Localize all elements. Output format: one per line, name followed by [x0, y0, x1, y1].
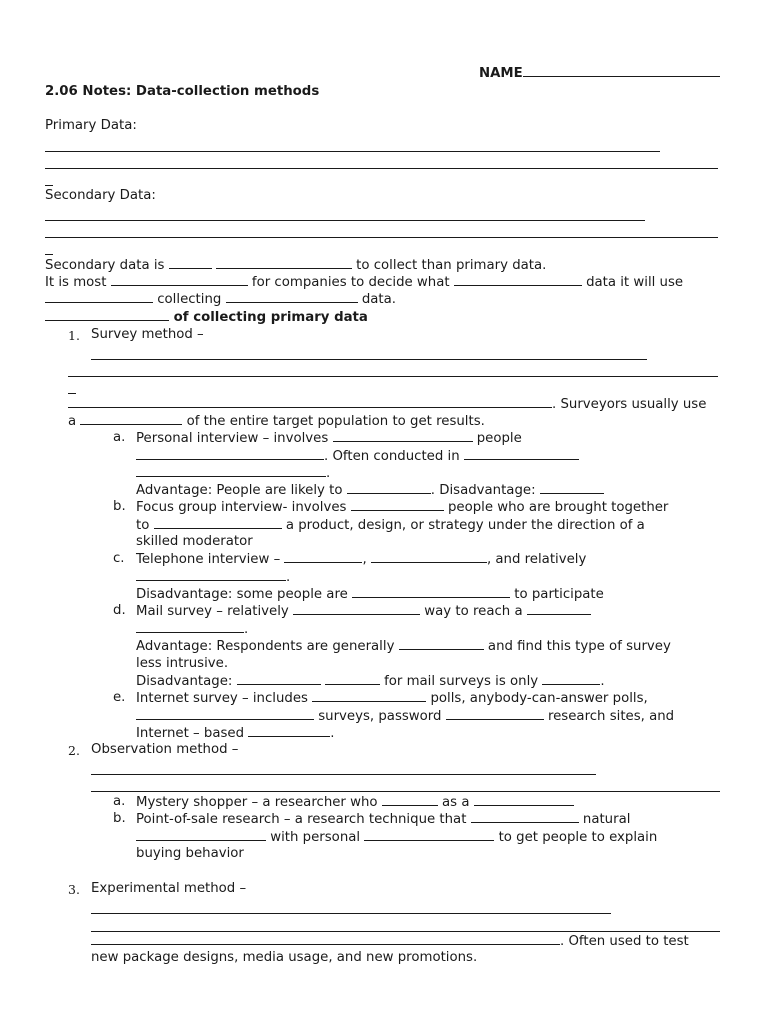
fill-blank[interactable]: [454, 273, 582, 286]
sentence-text: Personal interview – involves: [136, 431, 329, 446]
focus-group-line-3: skilled moderator: [136, 534, 253, 549]
experimental-method-title: Experimental method –: [91, 881, 247, 896]
mail-survey-line-5: [136, 672, 605, 690]
point-of-sale-line-1: [136, 810, 630, 828]
list-letter: a.: [113, 794, 126, 809]
sentence-text: . Surveyors usually use: [552, 397, 707, 412]
fill-blank[interactable]: [293, 602, 420, 615]
experimental-line-1: [91, 932, 689, 950]
fill-blank[interactable]: [216, 256, 352, 269]
fill-blank[interactable]: [111, 273, 248, 286]
fill-blank[interactable]: [226, 290, 358, 303]
sentence-text: Telephone interview –: [136, 552, 281, 567]
sentence-text: way to reach a: [424, 604, 523, 619]
list-number: 3.: [68, 882, 80, 897]
secondary-sentence-2: [45, 273, 683, 291]
sentence-text: . Often used to test: [560, 934, 689, 949]
answer-line[interactable]: [45, 237, 718, 238]
survey-line-1: [68, 395, 706, 413]
fill-blank[interactable]: [333, 429, 473, 442]
fill-blank[interactable]: [237, 672, 321, 685]
answer-line[interactable]: [45, 254, 53, 255]
sentence-text: collecting: [157, 292, 222, 307]
fill-blank[interactable]: [136, 828, 266, 841]
sentence-text: with personal: [270, 830, 361, 845]
list-number: 2.: [68, 743, 80, 758]
sentence-text: It is most: [45, 275, 107, 290]
survey-line-2: [68, 412, 485, 430]
sentence-text: a product, design, or strategy under the direction of a: [285, 518, 645, 533]
personal-interview-line-4: [136, 481, 604, 499]
focus-group-line-2: [136, 516, 645, 534]
telephone-interview-line-3: [136, 585, 604, 603]
sentence-text: for mail surveys is only: [384, 674, 539, 689]
sentence-text: Secondary data is: [45, 258, 165, 273]
sentence-text: and find this type of survey: [487, 639, 671, 654]
list-letter: c.: [113, 551, 125, 566]
fill-blank[interactable]: [136, 568, 286, 581]
sentence-text: .: [244, 622, 249, 637]
answer-line[interactable]: [91, 359, 647, 360]
answer-line[interactable]: [45, 151, 660, 152]
sentence-text: , and relatively: [486, 552, 587, 567]
fill-blank[interactable]: [312, 689, 426, 702]
fill-blank[interactable]: [399, 637, 484, 650]
fill-blank[interactable]: [464, 447, 579, 460]
fill-blank[interactable]: [371, 550, 487, 563]
observation-method-title: Observation method –: [91, 742, 239, 757]
name-blank[interactable]: [523, 64, 720, 77]
answer-line[interactable]: [45, 168, 718, 169]
sentence-text: data.: [361, 292, 396, 307]
sentence-text: as a: [442, 795, 470, 810]
personal-interview-line-2: [136, 447, 579, 465]
fill-blank[interactable]: [91, 932, 560, 945]
mystery-shopper-line: [136, 793, 574, 811]
telephone-interview-line-2: [136, 568, 290, 586]
fill-blank[interactable]: [284, 550, 362, 563]
sentence-text: natural: [582, 812, 631, 827]
sentence-text: . Disadvantage:: [430, 483, 536, 498]
fill-blank[interactable]: [154, 516, 282, 529]
answer-line[interactable]: [68, 376, 718, 377]
sentence-text: ,: [362, 552, 367, 567]
name-label: NAME: [479, 66, 523, 81]
sentence-text: Advantage: People are likely to: [136, 483, 343, 498]
sentence-text: of the entire target population to get results.: [186, 414, 485, 429]
heading-text: of collecting primary data: [173, 310, 368, 325]
sentence-text: Point-of-sale research – a research technique that: [136, 812, 467, 827]
sentence-text: .: [330, 726, 335, 741]
fill-blank[interactable]: [347, 481, 431, 494]
mail-survey-line-1: [136, 602, 591, 620]
telephone-interview-line-1: [136, 550, 586, 568]
internet-survey-line-1: [136, 689, 648, 707]
sentence-text: Advantage: Respondents are generally: [136, 639, 395, 654]
personal-interview-line-3: [136, 464, 330, 482]
focus-group-line-1: [136, 498, 668, 516]
fill-blank[interactable]: [540, 481, 604, 494]
sentence-text: surveys, password: [318, 709, 442, 724]
fill-blank[interactable]: [351, 498, 444, 511]
sentence-text: to: [136, 518, 150, 533]
fill-blank[interactable]: [474, 793, 574, 806]
sentence-text: to participate: [514, 587, 604, 602]
list-letter: d.: [113, 603, 126, 618]
sentence-text: Internet – based: [136, 726, 245, 741]
sentence-text: people who are brought together: [447, 500, 669, 515]
sentence-text: research sites, and: [547, 709, 675, 724]
secondary-sentence-1: [45, 256, 546, 274]
fill-blank[interactable]: [136, 620, 244, 633]
internet-survey-line-3: [136, 724, 335, 742]
list-number: 1.: [68, 328, 80, 343]
primary-data-label: Primary Data:: [45, 118, 137, 133]
personal-interview-line-1: [136, 429, 522, 447]
secondary-sentence-3: [45, 290, 396, 308]
list-letter: a.: [113, 430, 126, 445]
answer-line[interactable]: [91, 791, 720, 792]
fill-blank[interactable]: [382, 793, 438, 806]
sentence-text: for companies to decide what: [251, 275, 450, 290]
fill-blank[interactable]: [542, 672, 600, 685]
point-of-sale-line-3: buying behavior: [136, 846, 244, 861]
mail-survey-line-2: [136, 620, 248, 638]
fill-blank[interactable]: [68, 395, 552, 408]
fill-blank[interactable]: [45, 290, 153, 303]
fill-blank[interactable]: [169, 256, 212, 269]
fill-blank[interactable]: [471, 810, 579, 823]
sentence-text: Mystery shopper – a researcher who: [136, 795, 378, 810]
internet-survey-line-2: [136, 707, 674, 725]
fill-blank[interactable]: [527, 602, 591, 615]
sentence-text: Mail survey – relatively: [136, 604, 289, 619]
answer-line[interactable]: [45, 220, 645, 221]
sentence-text: Internet survey – includes: [136, 691, 308, 706]
experimental-line-2: new package designs, media usage, and new promotions.: [91, 950, 478, 965]
answer-line[interactable]: [45, 185, 53, 186]
fill-blank[interactable]: [136, 707, 314, 720]
point-of-sale-line-2: [136, 828, 657, 846]
list-letter: b.: [113, 499, 126, 514]
sentence-text: . Often conducted in: [324, 449, 460, 464]
sentence-text: data it will use: [586, 275, 684, 290]
sentence-text: Disadvantage: some people are: [136, 587, 348, 602]
sentence-text: to get people to explain: [498, 830, 658, 845]
fill-blank[interactable]: [248, 724, 330, 737]
fill-blank[interactable]: [45, 308, 169, 321]
sentence-text: Focus group interview- involves: [136, 500, 347, 515]
fill-blank[interactable]: [446, 707, 544, 720]
sentence-text: a: [68, 414, 77, 429]
fill-blank[interactable]: [136, 464, 326, 477]
survey-method-title: Survey method –: [91, 327, 204, 342]
list-letter: e.: [113, 690, 126, 705]
mail-survey-line-3: [136, 637, 671, 655]
sentence-text: Disadvantage:: [136, 674, 233, 689]
sentence-text: to collect than primary data.: [356, 258, 547, 273]
answer-line[interactable]: [68, 393, 76, 394]
fill-blank[interactable]: [136, 447, 324, 460]
sentence-text: people: [476, 431, 522, 446]
section-heading: [45, 308, 368, 326]
list-letter: b.: [113, 811, 126, 826]
fill-blank[interactable]: [364, 828, 494, 841]
page-title: 2.06 Notes: Data-collection methods: [45, 84, 320, 99]
fill-blank[interactable]: [80, 412, 182, 425]
sentence-text: .: [600, 674, 605, 689]
sentence-text: .: [326, 466, 331, 481]
fill-blank[interactable]: [325, 672, 380, 685]
sentence-text: polls, anybody-can-answer polls,: [430, 691, 648, 706]
fill-blank[interactable]: [352, 585, 510, 598]
secondary-data-label: Secondary Data:: [45, 188, 156, 203]
sentence-text: .: [286, 570, 291, 585]
name-field: [479, 64, 720, 82]
answer-line[interactable]: [91, 774, 596, 775]
answer-line[interactable]: [91, 913, 611, 914]
mail-survey-line-4: less intrusive.: [136, 656, 229, 671]
